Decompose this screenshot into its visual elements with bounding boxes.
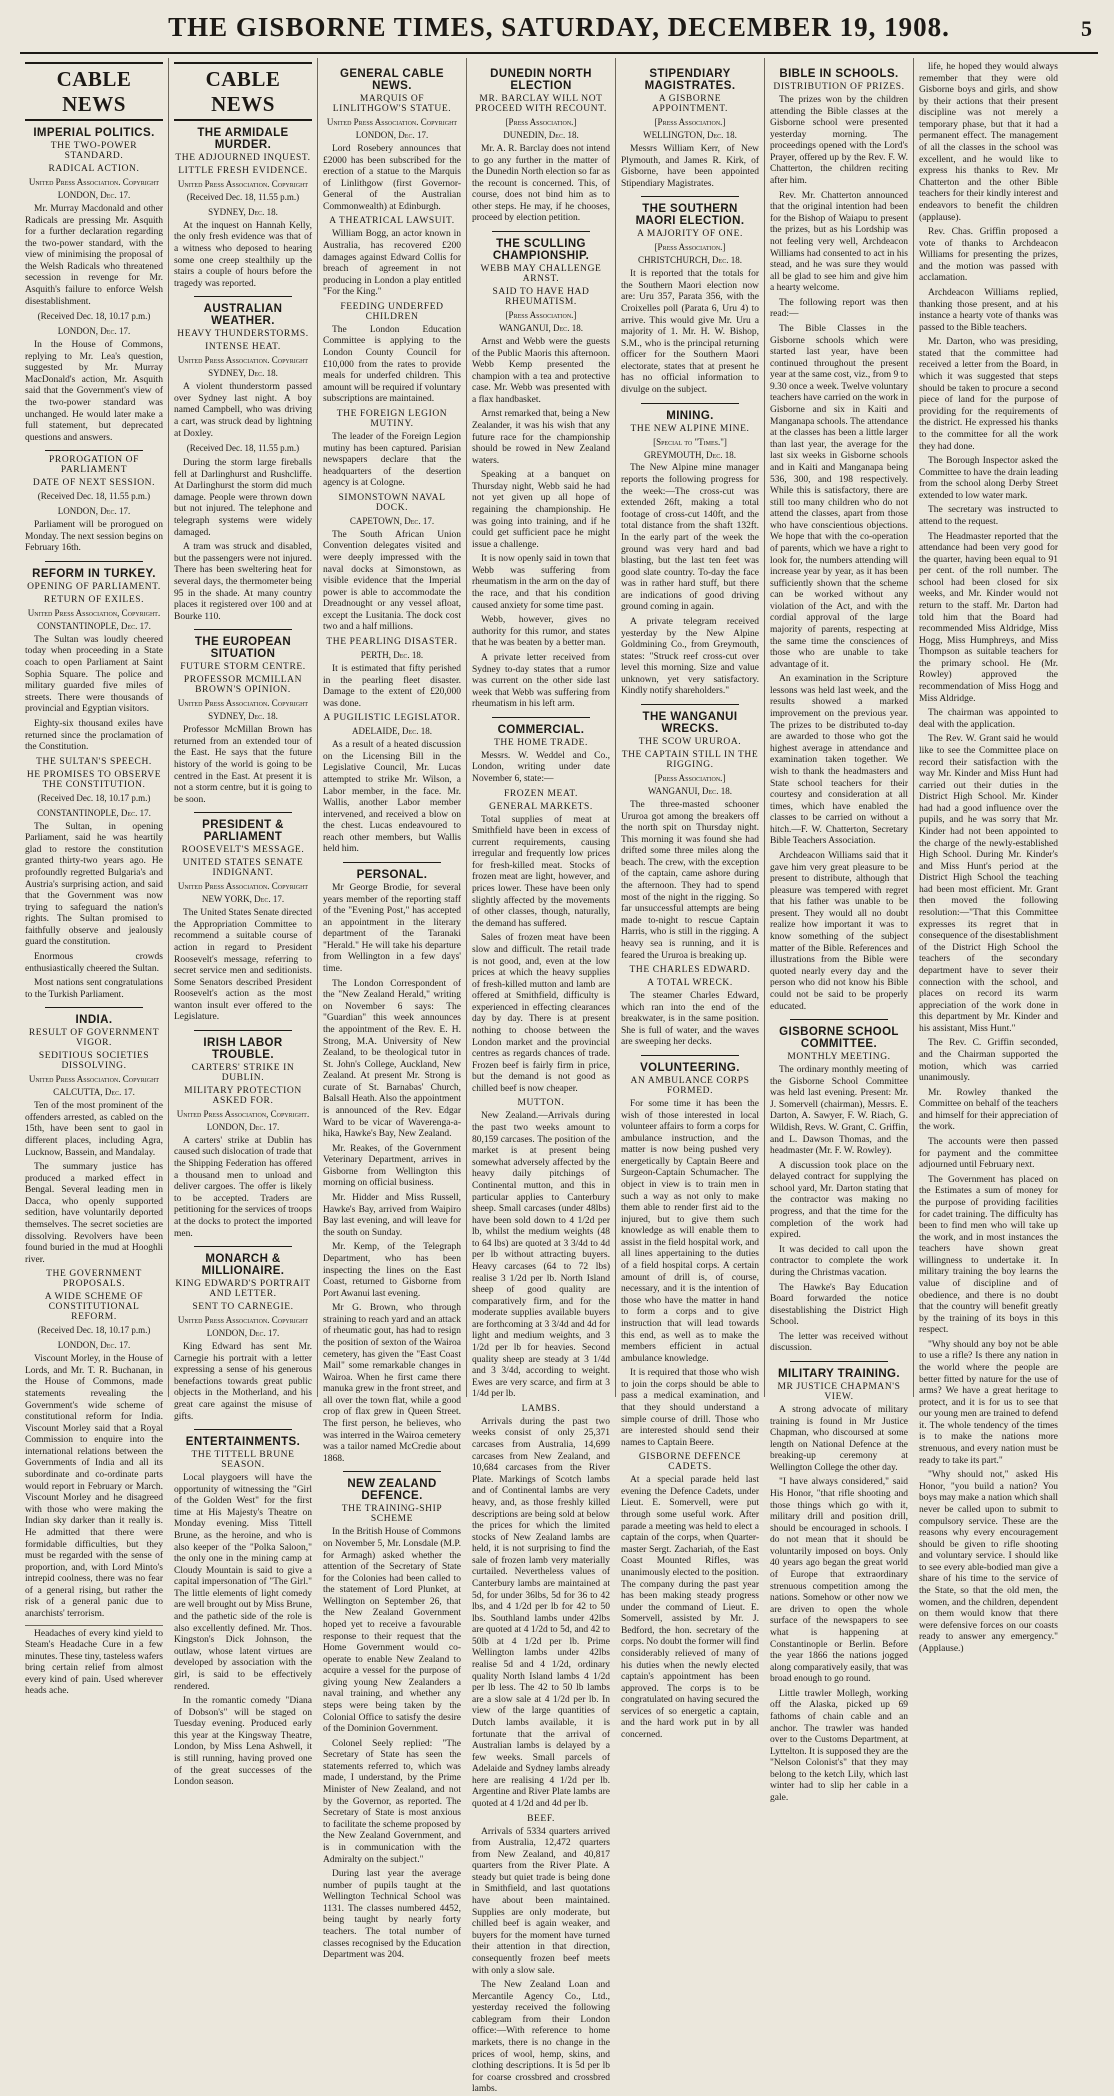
article-paragraph: Enormous crowds enthusiastically cheered the Sultan. [25,951,163,974]
article-deck: RADICAL ACTION. [48,164,140,174]
wire-credit: United Press Association. Copyright [28,1074,160,1085]
article-deck: THE TITTELL BRUNE SEASON. [191,1450,295,1471]
article-paragraph: William Bogg, an actor known in Australia, has recovered £200 damages against Edward Collis for breach of agreement in not producing in London a play entitled "For the King." [323,229,461,298]
dateline: LONDON, Dec. 17. [57,326,131,337]
column-rule [194,296,292,297]
article-paragraph: In the House of Commons, replying to Mr. Lea's question, suggested by Mr. Murray MacDonald's action, Mr. Asquith said that the Government's view of the two-power standard was unchanged. He would later make a full statement, but deprecated questions and answers. [25,340,163,443]
article-paragraph: Mr. Murray Macdonald and other Radicals are pressing Mr. Asquith for a further declaration regarding the two-power standard, with the view of minimising the proposal of the Welsh Radicals who threatened secession in revenge for Mr. Asquith's failure to enforce Welsh disestablishment. [25,203,163,307]
article-deck: A THEATRICAL LAWSUIT. [329,216,455,227]
column-rule [641,196,739,197]
article-deck: SENT TO CARNEGIE. [192,1302,294,1313]
received-time: (Received Dec. 18, 10.17 p.m.) [37,1325,151,1336]
column-6 [765,58,914,1804]
article-headline: COMMERCIAL. [497,723,585,736]
column-rule [194,812,292,813]
article-deck: INTENSE HEAT. [205,342,281,353]
dateline: CALCUTTA, Dec. 17. [53,1087,135,1098]
article-paragraph: The New Alpine mine manager reports the following progress for the week:—The cross-cut was extended 26ft, making a total footage of cross-cut 140ft, and the total distance from the shaft 132ft. In the early part of the week the ground was very hard and bad blasting, but the last ten feet was good slate country. To-day the face was in rather hard stuff, but there are indications of good driving ground coming in again. [621,463,759,613]
article-paragraph: Messrs. W. Weddel and Co., London, writing under date November 6, state:— [472,750,610,784]
article-paragraph: Mr George Brodie, for several years member of the reporting staff of the "Evening Post," has accepted an appointment in the literary department of the Taranaki "Herald." He will take his departure from Wellington in a few days' time. [323,883,461,975]
article-paragraph: As a result of a heated discussion on the Licensing Bill in the Legislative Council, Mr. Lucas attempted to strike Mr. Wilson, a Labor member, in the face. Mr. Wallis, another Labor member intervened, and received a blow on the chest. Lucas endeavoured to reach other members, but Wallis held him. [323,740,461,855]
article-subheadline: OPENING OF PARLIAMENT. [27,581,161,592]
article-paragraph: A private letter received from Sydney to-day states that a rumor was current on the other side last week that Webb was suffering from rheumatism in his left arm. [472,652,610,710]
article-headline: THE WANGANUI WRECKS. [642,711,738,736]
column-rule [45,561,143,562]
column-3 [318,58,467,1961]
article-paragraph: The Borough Inspector asked the Committee to have the drain leading from the school along Derby Street extended to low water mark. [919,456,1058,501]
article-paragraph: The ordinary monthly meeting of the Gisborne School Committee was held last evening. Present: Mr. J. Somervell (chairman), Messrs. E. Darton, A. Sawyer, F. W. Riach, G. Wildish, Revs. W. Grant, C. Griffin, and L. Dawson Thomas, and the headmaster (Mr. F. W. Rowley). [770,1065,908,1157]
article-paragraph: For some time it has been the wish of those interested in local volunteer affairs to form a corps for ambulance instruction, and the matter is now being pushed very energetically by Captain Beere and Surgeon-Captain Schumacher. The object in view is to train men in such a way as not only to make them able to render first aid to the injured, but to give them such knowledge as will enable them to assist in the field hospital work, and all lines appertaining to the duties of a field hospital corps. A certain amount of drill is, of course, necessary, and it is the intention of those who have the matter in hand to form a corps and to give instruction that will lead towards this end, as well as to make the members efficient in actual ambulance knowledge. [621,1098,759,1364]
article-paragraph: Lord Rosebery announces that £2000 has been subscribed for the erection of a statue to the Marquis of Linlithgow (first Governor-General of the Australian Commonwealth) at Edinburgh. [323,143,461,212]
article-subheadline: FUTURE STORM CENTRE. [180,662,306,673]
article-paragraph: The United States Senate directed the Appropriation Committee to recommend a suitable course of action in regard to President Roosevelt's message, referring to secret service men and seditionists. Some Senators described President Roosevelt's action as the most wanton insult ever offered to the Legislature. [174,908,312,1023]
column-5 [616,58,765,1741]
article-headline: THE SOUTHERN MAORI ELECTION. [635,203,745,228]
article-headline: IRISH LABOR TROUBLE. [203,1036,283,1061]
advertisement: Headaches of every kind yield to Steam's Headache Cure in a few minutes. These tiny, tasteless wafers bring certain relief from almost every kind of pain. Used wherever heads ache. [25,1625,163,1698]
wire-credit: United Press Association. Copyright [177,179,309,189]
received-time: (Received Dec. 18, 11.55 p.m.) [37,491,151,502]
wire-credit: United Press Association, Copyright. [27,607,161,618]
wire-credit: United Press Association. Copyright [177,698,309,709]
article-headline: MONARCH & MILLIONAIRE. [201,1253,285,1278]
article-paragraph: A discussion took place on the delayed contract for supplying the school yard, Mr. Darton stating that the contractor was making no progress, and that the time for the completion of the work had expired. [770,1160,908,1241]
article-paragraph: Arrivals of 5334 quarters arrived from Australia, 12,472 quarters from New Zealand, and 40,817 quarters from the River Plate. A steady but quiet trade is being done in Smithfield, and last quotations have about been maintained. Supplies are only moderate, but chilled beef is again weaker, and buyers for the moment have turned their attention in that direction, consequently frozen beef meets with only a slow sale. [472,1826,610,1976]
wire-credit: [Press Association.] [654,773,726,784]
article-paragraph: It is now openly said in town that Webb was suffering from rheumatism in the arm on the day of the race, and that his condition caused anxiety for some time past. [472,554,610,611]
column-rule [641,1055,739,1056]
column-1 [20,58,169,1697]
article-paragraph: The Rev. W. Grant said he would like to see the Committee place on record their satisfaction with the way Mr. Kinder and Miss Hunt had carried out their duties in the District High School. Mr. Kinder had had a good influence over the pupils, and he was sorry that Mr. Kinder had not been appointed to the charge of the newly-established High School. During Mr. Kinder's and Miss Hunt's period at the District High School the teaching had been most efficient. Mr. Grant then moved the following resolution:—"That this Committee expresses its regret that in consequence of the disestablishment of the District High School the teachers of the secondary department have to sever their connection with the school, and places on record its warm appreciation of the work done in this department by Mr. Kinder and his assistant, Miss Hunt." [919,734,1058,1034]
article-paragraph: Parliament will be prorogued on Monday. The next session begins on February 16th. [25,520,164,554]
article-headline: THE SCULLING CHAMPIONSHIP. [492,237,590,262]
wire-credit: United Press Association. Copyright [177,881,309,892]
article-paragraph: Archdeacon Williams said that it gave him very great pleasure to be present to distribute, although that pleasure was tempered with regret that his father was unable to be present. They would all no doubt realize how important it was to know something of the subject matter of the Bible. References and illustrations from the Bible were quoted nearly every day and the person who did not know his Bible could not be said to be properly educated. [770,851,908,1012]
article-paragraph: The three-masted schooner Ururoa got among the breakers off the north spit on Thursday night. This morning it was found she had drifted some three miles along the beach. The crew, with the exception of the captain, came ashore during the afternoon. They had to spend most of the night in the rigging. So far unsuccessful attempts are being made to-night to rescue Captain Harris, who is still in the rigging. A heavy sea is running, and it is feared the Ururoa is breaking up. [621,799,759,961]
article-deck: SIMONSTOWN NAVAL DOCK. [338,492,446,513]
dateline: NEW YORK, Dec. 17. [201,894,285,905]
article-deck: THE PEARLING DISASTER. [326,636,458,647]
masthead-title: THE GISBORNE TIMES, SATURDAY, DECEMBER 19, 1908. [168,12,950,42]
wire-credit: United Press Association, Copyright. [176,1108,310,1119]
article-headline: AUSTRALIAN WEATHER. [203,303,283,328]
section-banner: CABLE NEWS [25,62,163,121]
article-paragraph: The following report was then read:— [770,297,908,320]
article-paragraph: It is required that those who wish to join the corps should be able to pass a medical examination, and that they should understand a simple course of drill. Those who are interested should send their names to Captain Beere. [621,1368,759,1448]
article-subheadline: WEBB MAY CHALLENGE ARNST. [480,263,602,284]
article-paragraph: A carters' strike at Dublin has caused such dislocation of trade that the Shipping Federation has offered a thousand men to unload and deliver cargoes. The offer is likely to be accepted. Traders are petitioning for the services of troops at the docks to protect the imported men. [174,1135,312,1239]
dateline: ADELAIDE, Dec. 18. [352,726,432,737]
article-paragraph: The London Correspondent of the "New Zealand Herald," writing on November 6 says: The "Guardian" this week announces the appointment of the Rev. E. H. Strong, M.A. University of New Zealand, to be theological tutor in St. John's College, Auckland, New Zealand. At present Mr. Strong is curate of St. Barnabas' Church, Balsall Heath. Also the appointment is announced of the Rev. Edgar Ward to be vicar of Waverenga-a-hika, Hawke's Bay, New Zealand. [323,978,461,1140]
article-headline: VOLUNTEERING. [640,1061,740,1074]
article-deck: SAID TO HAVE HAD RHEUMATISM. [492,286,590,307]
article-paragraph: Professor McMillan Brown has returned from an extended tour of the East. He says that the future history of the world is going to be centred in the East. At present it is not a storm centre, but it is going to be soon. [174,725,312,805]
article-subheadline: CARTERS' STRIKE IN DUBLIN. [191,1062,295,1083]
article-headline: DUNEDIN NORTH ELECTION [490,68,592,92]
article-headline: REFORM IN TURKEY. [32,567,156,580]
article-paragraph: A private telegram received yesterday by the New Alpine Goldmining Co., from Greymouth, states: "Struck reef cross-cut over level this morning. Size and value unknown, yet very satisfactory. Kindly notify shareholders." [621,617,759,697]
article-deck: THE CAPTAIN STILL IN THE RIGGING. [621,750,759,771]
article-deck: RETURN OF EXILES. [43,594,145,605]
article-paragraph: King Edward has sent Mr. Carnegie his portrait with a letter expressing a sense of his generous benefactions towards great public objects in the Motherland, and his great care against the misuse of gifts. [174,1342,312,1422]
article-deck: A GISBORNE APPOINTMENT. [652,94,728,114]
article-paragraph: Eighty-six thousand exiles have returned since the proclamation of the Constitution. [25,718,163,753]
article-paragraph: Speaking at a banquet on Thursday night, Webb said he had not yet given up all hope of regaining the championship. He was going into training, and if he could get sufficient pace he might issue a challenge. [472,470,610,550]
article-paragraph: A violent thunderstorm passed over Sydney last night. A boy named Campbell, who was driving a cart, was struck dead by lightning at Doxley. [174,382,312,439]
article-paragraph: The Bible Classes in the Gisborne schools which were started last year, have been continued throughout the present year at the same cost, viz., from 9 to 9.30 once a week. Twelve voluntary teachers have carried on the work in Gisborne and six in Kaiti and Manganapa schools. The attendance at the classes has been a little larger than last year, the average for the last six weeks in Gisborne schools and in Kaiti and Manganapa being 536, 300, and 198 respectively. While this is satisfactory, there are still too many children who do not attend the classes, apart from those who have conscientious objections. We hope that with the co-operation of parents, which we have a right to look for, the numbers attending will increase year by year, as it has been sufficiently shown that the scheme can be worked without any violation of the Act, and with the cordial approval of the large majority of parents, respecting at the same time the consciences of those who are unable to take advantage of it. [770,323,908,670]
article-paragraph: Mr G. Brown, who through straining to reach yard and an attack of rheumatic gout, has had to resign the position of sexton of the Wairoa cemetery, has given the "East Coast Mail" some remarkable changes in Wairoa. When he first came there manuka grew in the front street, and all over the town flat, while a good crop of flax grew in Queen Street. The first person, he believes, who was interred in the Wairoa cemetery was a tailor named McCredie about 1868. [323,1303,461,1464]
article-deck: MR. BARCLAY WILL NOT PROCEED WITH RECOUNT. [475,94,607,114]
article-deck: DATE OF NEXT SESSION. [32,478,156,489]
wire-credit: United Press Association. Copyright [326,117,458,127]
article-paragraph: The steamer Charles Edward, which ran into the end of the breakwater, is in the same position. She is full of water, and the waves are sweeping her decks. [621,991,759,1048]
article-paragraph: Little trawler Mollegh, working off the Alaska, picked up 69 fathoms of chain cable and an anchor. The trawler was handed over to the Customs Department, at Lyttelton. It is supposed they are the "Nelson Colonist's" that they may belong to the ketch Lily, which last winter had to slip her cable in a gale. [770,1688,908,1804]
article-subheadline: KING EDWARD'S PORTRAIT AND LETTER. [175,1279,311,1300]
article-headline: PRESIDENT & PARLIAMENT [202,819,284,844]
article-deck: THE GOVERNMENT PROPOSALS. [46,1269,142,1290]
wire-credit: [Press Association.] [654,117,726,127]
article-paragraph: The Headmaster reported that the attendance had been very good for the quarter, having been equal to 91 per cent. of the roll number. The school had been closed for six weeks, and Mr. Kinder would not return to the staff. Mr. Darton had told him that the Board had recommended Miss Aldridge, Miss Hogg, Miss Humphreys, and Miss Thompson as suitable teachers for the primary school. He (Mr. Rowley) approved the recommendation of Miss Hogg and Miss Aldridge. [919,531,1058,704]
article-paragraph: Mr. Rowley thanked the Committee on behalf of the teachers and himself for their appreciation of the work. [919,1087,1058,1133]
column-rule [343,862,441,863]
column-rule [45,450,143,451]
article-paragraph: The chairman was appointed to deal with the application. [919,708,1058,730]
article-paragraph: The Government has placed on the Estimates a sum of money for the purpose of providing facilities for cadet training. The difficulty has been to find men who will take up the work, and in most instances the teachers have shown great willingness to undertake it. In military training the boy learns the value of discipline and of obedience, and there is no doubt that the country will benefit greatly by the training of its boys in this respect. [919,1174,1058,1336]
article-paragraph: Mr. Hidder and Miss Russell, Hawke's Bay, arrived from Waipiro Bay last evening, and will leave for the south on Sunday. [323,1193,461,1238]
column-rule [45,1007,143,1008]
column-rule [641,704,739,705]
article-paragraph: It is reported that the totals for the Southern Maori election now are: Uru 357, Parata 356, with the Croixelles poll (Parata 6, Uru 4) to arrive. This would give Mr. Uru a majority of 1. Mr. H. W. Bishop, S.M., who is the principal returning officer for the Southern Maori electorate, states that at present he has no official information to divulge on the subject. [621,269,759,395]
article-deck: A WIDE SCHEME OF CONSTITUTIONAL REFORM. [44,1292,144,1323]
article-paragraph: The accounts were then passed for payment and the committee adjourned until February next. [919,1137,1058,1171]
article-subheadline: HEAVY THUNDERSTORMS. [177,329,309,340]
article-deck: UNITED STATES SENATE INDIGNANT. [182,858,304,879]
article-headline: IMPERIAL POLITICS. [33,127,155,139]
section-banner: CABLE NEWS [174,62,312,121]
article-paragraph: A tram was struck and disabled, but the passengers were not injured. There has been sweltering heat for several days, the thermometer being 95 in the shade. At many country places it registered over 100 and at Bourke 110. [174,542,312,622]
article-paragraph: Mr. Kemp, of the Telegraph Department, who has been inspecting the lines on the East Coast, returned to Gisborne from Port Awanui last evening. [323,1242,461,1299]
article-deck: THE TRAINING-SHIP SCHEME [341,1504,443,1525]
article-paragraph: The London Education Committee is applying to the London County Council for £10,000 from the rates to provide meals for underfed children. This amount will be required if voluntary subscriptions are maintained. [323,324,461,405]
article-headline: MINING. [666,409,714,422]
column-rule [790,1019,888,1020]
article-paragraph: Sales of frozen meat have been slow and difficult. The retail trade is not good, and, even at the low prices at which the heavy supplies of fresh-killed mutton and lamb are offered at Smithfield, difficulty is experienced in effecting clearances day by day. There is at present nothing to choose between the London market and the provincial centres as regards chances of trade. Frozen beef is fairly firm in price, but the demand is not good as chilled beef is now cheaper. [472,933,610,1094]
article-paragraph: The Sultan was loudly cheered today when proceeding in a State coach to open Parliament at Saint Sophia Square. The police and military guarded five miles of streets. There were thousands of provincial and Egyptian visitors. [25,634,163,715]
article-headline: THE ARMIDALE MURDER. [197,127,289,151]
article-deck: LITTLE FRESH EVIDENCE. [178,166,308,176]
article-paragraph: During the storm large fireballs fell at Darlinghurst and Rushcliffe. At Darlinghurst the storm did much damage. People were thrown down but not injured. The telephone and telegraph systems were widely damaged. [174,458,312,538]
article-paragraph: At a special parade held last evening the Defence Cadets, under Lieut. E. Somervell, were put through some useful work. After parade a meeting was held to elect a captain of the corps, when Quarter-master Sergt. Zachariah, of the East Coast Mounted Rifles, was unanimously elected to the position. The company during the past year has been making steady progress under the command of Lieut. E. Somervell, assisted by Mr. J. Bedford, the hon. secretary of the corps. No doubt the former will find considerably relieved of many of his duties when the newly elected captain's appointment has been approved. The corps is to be congratulated on having secured the services of so energetic a captain, and the hard work put in by all concerned. [621,1475,759,1741]
article-paragraph: Total supplies of meat at Smithfield have been in excess of current requirements, causing irregular and frequently low prices for fresh-killed meat. Stocks of frozen meat are light, however, and prices lower. These have been only slightly affected by the movements of other classes, though, naturally, the demand has suffered. [472,814,610,929]
article-deck: FEEDING UNDERFED CHILDREN [340,301,444,322]
article-deck: HE PROMISES TO OBSERVE THE CONSTITUTION. [26,769,162,790]
article-deck: A PUGILISTIC LEGISLATOR. [323,713,461,724]
received-time: (Received Dec. 18, 10.17 p.m.) [37,792,151,803]
article-paragraph: Mr. Reakes, of the Government Veterinary Department, arrives in Gisborne from Wellington this morning on official business. [323,1143,461,1189]
article-deck: MONTHLY MEETING. [787,1052,891,1063]
article-paragraph: Most nations sent congratulations to the Turkish Parliament. [25,978,163,1000]
article-deck: THE HOME TRADE. [493,737,589,748]
column-2 [169,58,318,1788]
dateline: LONDON, Dec. 17. [206,1328,280,1339]
article-deck: FROZEN MEAT. [503,788,579,799]
wire-credit: [Press Association.] [654,242,726,253]
article-paragraph: Rev. Mr. Chatterton announced that the original intention had been for the Bishop of Waiapu to present the prizes, but as his Lordship was not feeling very well, Archdeacon Williams had consented to act in his stead, and he was sure they would all be glad to see him and give him a hearty welcome. [770,190,908,294]
article-paragraph: During last year the average number of pupils taught at the Wellington Technical School was 1131. The classes numbered 4452, being taught by nearly forty teachers. The total number of classes recognised by the Education Department was 204. [323,1869,461,1961]
dateline: WELLINGTON, Dec. 18. [643,129,737,140]
column-rule [641,403,739,404]
article-paragraph: Ten of the most prominent of the offenders arrested, as cabled on the 15th, have been sent to gaol in different places, including Agra, Lucknow, Bassein, and Mandalay. [25,1101,163,1158]
article-paragraph: The secretary was instructed to attend to the request. [919,505,1058,527]
article-deck: LAMBS. [521,1403,561,1414]
article-paragraph: The South African Union Convention delegates visited and were deeply impressed with the naval docks at Simonstown, as visible evidence that the Imperial power is able to accommodate the Dreadnought or any vessel afloat, except the Lusitania. The dock cost two and a half millions. [323,529,461,633]
article-subheadline: THE TWO-POWER STANDARD. [50,141,138,161]
dateline: WANGANUI, Dec. 18. [648,786,732,797]
column-rule [343,1471,441,1472]
article-paragraph: Mr. Darton, who was presiding, stated that the committee had received a letter from the Board, in which it was suggested that steps should be taken to procure a second piece of land for the purpose of providing for the requirements of the district. He expressed his thanks to the committee for all the work they had done. [919,337,1058,452]
wire-credit: [Special to "Times."] [653,436,727,447]
article-paragraph: The letter was received without discussion. [770,1331,908,1354]
article-paragraph: Viscount Morley, in the House of Lords, and Mr. T. R. Buchanan, in the House of Commons, made statements revealing the Government's wide scheme of constitutional reform for India. Viscount Morley said that a Royal Commission to enquire into the international relations between the Governments of India and all its subordinate and co-ordinate parts would report in February or March. Viscount Morley and he disagreed with those who were making the Indian sky darker than it really is. He admitted that there were formidable difficulties, but they must be regarded with the sense of proportion, and, with Lord Minto's intrepid coolness, there was no fear of a general rising, but rather the risk of a general panic due to anarchists' terrorism. [25,1354,163,1619]
article-headline: GENERAL CABLE NEWS. [339,68,445,92]
article-headline: NEW ZEALAND DEFENCE. [347,1478,437,1503]
received-time: (Received Dec. 18, 11.55 p.m.) [186,443,300,454]
wire-credit: [Press Association.] [505,117,577,127]
dateline: CHRISTCHURCH, Dec. 18. [638,255,742,266]
article-paragraph: Local playgoers will have the opportunity of witnessing the "Girl of the Golden West" for the first time at His Majesty's Theatre on Monday evening. Miss Tittell Brune, as the heroine, and who is also keeper of the "Polka Saloon," the only one in the mining camp at Cloudy Mountain is said to give a capital impersonation of "The Girl." The little elements of light comedy are well brought out by Miss Brune, and the pathetic side of the role is also excellently defined. Mr. Thos. Kingston's Dick Johnson, the outlaw, whose latent virtues are developed by association with the girl, is said to be effectively rendered. [174,1473,312,1692]
article-deck: MARQUIS OF LINLITHGOW'S STATUE. [332,94,452,114]
wire-credit: United Press Association. Copyright [177,355,309,366]
article-paragraph: A strong advocate of military training is found in Mr Justice Chapman, who discoursed at some length on National Defence at the breaking-up ceremony at Wellington College the other day. [770,1404,908,1473]
article-paragraph: life, he hoped they would always remember that they were old Gisborne boys and girls, and show by their actions that their present discipline was not merely a temporary phase, but that it had a permanent effect. The management of all the classes in the school was excellent, and he would like to express his thanks to Rev. Mr Chatterton and the other Bible teachers for their kindly interest and endeavors to benefit the children (applause). [919,62,1058,223]
article-paragraph: The Hawke's Bay Education Board forwarded the notice disestablishing the District High School. [770,1282,908,1328]
dateline: DUNEDIN, Dec. 18. [503,129,579,140]
article-deck: SEDITIOUS SOCIETIES DISSOLVING. [38,1051,150,1072]
article-headline: MILITARY TRAINING. [778,1367,900,1380]
wire-credit: United Press Association. Copyright [28,177,160,187]
article-headline: BIBLE IN SCHOOLS. [779,68,899,80]
article-deck: BEEF. [527,1813,555,1824]
article-paragraph: In the British House of Commons on November 5, Mr. Lonsdale (M.P. for Armagh) asked whether the attention of the Secretary of State for the Colonies had been called to the statement of Lord Plunket, at Wellington on September 26, that the New Zealand Government hoped yet to receive a favourable response to their request that the Home Government would co-operate to enable New Zealand to acquire a vessel for the purpose of giving young New Zealanders a naval training, and whether any steps were being taken by the Colonial Office to satisfy the desire of the Dominion Government. [323,1527,461,1735]
article-headline: INDIA. [75,1014,113,1027]
article-deck: A MAJORITY OF ONE. [637,229,743,240]
article-paragraph: In the romantic comedy "Diana of Dobson's" will be staged on Tuesday evening. Produced early this year at the Kingsway Theatre, London, by Miss Lena Ashwell, it is still running, having proved one of the great successes of the London season. [174,1696,312,1788]
column-rule [492,717,590,718]
dateline: PERTH, Dec. 18. [360,649,424,660]
column-rule [194,1429,292,1430]
column-rule [194,1030,292,1031]
article-headline: ENTERTAINMENTS. [185,1436,301,1449]
article-paragraph: Arnst and Webb were the guests of the Public Maoris this afternoon. Webb Kemp presented the champion with a tea and protective case. Mr. Webb was presented with a flax handbasket. [472,336,610,405]
column-rule [194,1246,292,1247]
article-deck: MUTTON. [517,1098,565,1109]
dateline: SYDNEY, Dec. 18. [208,206,278,217]
article-deck: GENERAL MARKETS. [489,801,593,812]
dateline: GREYMOUTH, Dec. 18. [644,449,736,460]
article-paragraph: The prizes won by the children attending the Bible classes at the Gisborne school were presented yesterday morning. The proceedings opened with the Lord's Prayer, offered up by the Rev. F. W. Chatterton, the children reciting after him. [770,95,908,187]
article-paragraph: "Why should any boy not be able to use a rifle? Is there any nation in the world where the people are better fitted by nature for the use of arms? We have a great heritage to protect, and it is for us to see that our young men are trained to defend it. The whole tendency of the times is to make the nations more strenuous, and every nation must be ready to take its part." [919,1339,1058,1466]
article-paragraph: An examination in the Scripture lessons was held last week, and the results showed a marked improvement on the previous year. The prizes to be distributed to-day are awarded to those who got the highest average in attendance and examination taken together. We wish to thank the headmasters and State school teachers for their courtesy and consideration at all times, which have enabled the classes to be carried on without a hitch.—F. W. Chatterton, Secretary Bible Teachers Association. [770,674,908,847]
dateline: CAPETOWN, Dec. 17. [349,515,435,526]
article-paragraph: Rev. Chas. Griffin proposed a vote of thanks to Archdeacon Williams for presenting the prizes, and the motion was passed with acclamation. [919,227,1058,284]
article-deck: THE FOREIGN LEGION MUTINY. [336,408,448,429]
article-paragraph: "Why should not," asked His Honor, "you build a nation? You boys may make a nation which shall never be called upon to submit to compulsory service. These are the reasons why every encouragement should be given to rifle shooting and voluntary service. I should like to see every able-bodied man give a share of his time to the service of the State, so that the old men, the women, and the children, dependent on them would know that there were defensive forces on our coasts ready to answer any emergency." (Applause.) [919,1470,1058,1654]
article-deck: GISBORNE DEFENCE CADETS. [638,1452,742,1473]
article-headline: PERSONAL. [356,869,428,882]
article-paragraph: Mr. A. R. Barclay does not intend to go any further in the matter of the Dunedin North election so far as the recount is concerned. This, of course, does not bind him as to other steps. He may, if he chooses, proceed by election petition. [472,143,610,224]
article-paragraph: The Sultan, in opening Parliament, said he was heartily glad to restore the constitution granted thirty-two years ago. He profoundly regretted Bulgaria's and Austria's surprising action, and said that the Government was now trying to safeguard the nation's rights. The Sultan promised to faithfully observe and jealously guard the constitution. [25,821,163,948]
article-paragraph: Webb, however, gives no authority for this rumor, and states that he was beaten by a better man. [472,615,610,649]
article-paragraph: Arnst remarked that, being a New Zealander, it was his wish that any future race for the championship should be rowed in New Zealand waters. [472,409,610,466]
article-paragraph: New Zealand.—Arrivals during the past two weeks amount to 80,159 carcases. The position of the market is at present being somewhat adversely affected by the heavy daily pitchings of Continental mutton, and this in particular applies to Canterbury sheep. Small carcases (under 48lbs) have been sold down to 4 1/2d per lb, whilst the medium weights (48 to 64 lbs) are quoted at 3 3/4d to 4d per lb without attracting buyers. Heavy carcases (64 to 72 lbs) realise 3 1/2d per lb. North Island sheep of good quality are comparatively firm, and for the moderate supplies available buyers are forthcoming at 3 3/4d and 4d for light and medium weights, and 3 1/2d per lb for heavies. Second quality sheep are steady at 3 1/4d and 3 3/4d, according to weight. Ewes are very scarce, and firm at 3 1/4d per lb. [472,1111,610,1400]
dateline: LONDON, Dec. 17. [355,129,429,140]
article-paragraph: "I have always considered," said His Honor, "that rifle shooting and those things which go with it, military drill and position drill, should be encouraged in schools. I do not mean that it should be voluntarily imposed on boys. Only 40 years ago began the great world of Europe that extraordinary strenuous competition among the nations. Somehow or other now we are driven to open the whole surface of the newspapers to see what is happening at Constantinople or Berlin. Before the year 1866 the nations jogged along comparatively easily, that was broad enough to go round. [770,1477,908,1685]
column-rule [492,231,590,232]
article-deck: PROROGATION OF PARLIAMENT [49,455,139,476]
article-deck: THE NEW ALPINE MINE. [630,423,750,434]
article-deck: PROFESSOR MCMILLAN BROWN'S OPINION. [183,675,303,696]
article-paragraph: The summary justice has produced a marked effect in Bengal. Several leading men in Dacca, who openly supported sedition, have voluntarily deported themselves. The secret societies are dissolving. Revolvers have been found buried in the mud at Hooghli river. [25,1162,163,1265]
dateline: WANGANUI, Dec. 18. [499,322,583,333]
article-paragraph: The New Zealand Loan and Mercantile Agency Co., Ltd., yesterday received the following cablegram from their London office:—With reference to home markets, there is no change in the prices of wool, hemp, skins, and clothing descriptions. It is 5d per lb for coarse crossbred and crossbred lambs. [472,1980,610,2095]
article-paragraph: At the inquest on Hannah Kelly, the only fresh evidence was that of a witness who deposed to hearing some one creep stealthily up the stairs a couple of hours before the tragedy was reported. [174,220,312,289]
article-paragraph: The Rev. C. Griffin seconded, and the Chairman supported the motion, which was carried unanimously. [919,1038,1058,1084]
article-deck: THE SULTAN'S SPEECH. [36,756,152,767]
article-paragraph: Arrivals during the past two weeks consist of only 25,371 carcases from Australia, 14,699 carcases from New Zealand, and 10,684 carcases from the River Plate. Markings of Scotch lambs and of Continental lambs are very heavy, and, as those freshly killed descriptions are being sold at below the prices for which the limited stocks of New Zealand lambs are held, it is not surprising to find the sale of frozen lamb very materially curtailed. Nevertheless values of Canterbury lambs are maintained at 5d, for under 36lbs, 5d for 36 to 42 lbs, and 4 1/2d per lb for 42 to 50 lbs. Southland lambs under 42lbs are quoted at 4 1/2d to 5d, and 42 to 50lb at 4 1/2d per lb. Prime Wellington lambs under 42lbs realise 5d and 4 1/2d, ordinary quality North Island lambs 4 1/2d per lb less. The 42 to 50 lb lambs are a slow sale at 4 1/2d per lb. In view of the large quantities of Dutch lambs available, it is fortunate that the arrival of Australian lambs is delayed by a few weeks. Small parcels of Adelaide and Sydney lambs already here are realising 4 1/2d per lb. Argentine and River Plate lambs are quoted at 4 1/2d and 4d per lb. [472,1416,610,1809]
article-paragraph: It was decided to call upon the contractor to complete the work during the Christmas vacation. [770,1244,908,1278]
article-headline: GISBORNE SCHOOL COMMITTEE. [779,1026,899,1051]
dateline: SYDNEY, Dec. 18. [208,711,278,722]
article-subheadline: THE ADJOURNED INQUEST. [175,153,311,163]
article-headline: THE EUROPEAN SITUATION [194,636,292,661]
article-headline: STIPENDIARY MAGISTRATES. [644,68,736,92]
column-rule [790,1361,888,1362]
dateline: LONDON, Dec. 17. [57,506,131,517]
dateline: LONDON, Dec. 17. [57,1340,131,1351]
masthead [20,12,1098,54]
article-deck: THE SCOW URUROA. [638,737,742,748]
wire-credit: [Press Association.] [505,309,577,320]
article-subheadline: RESULT OF GOVERNMENT VIGOR. [28,1028,160,1049]
article-paragraph: Colonel Seely replied: "The Secretary of State has seen the statements referred to, which was made, I understand, by the Prime Minister of New Zealand, and not by the Governor, as reported. The Secretary of State is most anxious to facilitate the scheme proposed by the New Zealand Government, and is in communication with the Admiralty on the subject." [323,1738,461,1865]
dateline: CONSTANTINOPLE, Dec. 17. [37,620,151,631]
column-4 [467,58,616,2095]
page-number: 5 [1081,16,1092,41]
article-deck: MR JUSTICE CHAPMAN'S VIEW. [777,1381,901,1402]
article-paragraph: It is estimated that fifty perished in the pearling fleet disaster. Damage to the extent of £20,000 was done. [323,663,461,709]
column-rule [194,629,292,630]
columns-container [20,58,1098,2095]
dateline: LONDON, Dec. 17. [57,189,131,200]
article-deck: DISTRIBUTION OF PRIZES. [773,82,905,92]
column-7 [914,58,1063,1654]
article-deck: AN AMBULANCE CORPS FORMED. [630,1075,750,1096]
article-subheadline: ROOSEVELT'S MESSAGE. [181,845,305,856]
received-time: (Received Dec. 18, 10.17 p.m.) [37,311,151,322]
dateline: LONDON, Dec. 17. [206,1121,280,1132]
received-time: (Received Dec. 18, 11.55 p.m.) [186,191,300,202]
article-paragraph: Archdeacon Williams replied, thanking those present, and at his instance a hearty vote of thanks was passed to the Bible teachers. [919,287,1058,333]
article-deck: A TOTAL WRECK. [647,978,733,989]
dateline: SYDNEY, Dec. 18. [208,368,278,379]
article-deck: MILITARY PROTECTION ASKED FOR. [184,1085,302,1106]
article-deck: THE CHARLES EDWARD. [629,965,751,976]
dateline: CONSTANTINOPLE, Dec. 17. [37,807,151,818]
article-paragraph: Messrs William Kerr, of New Plymouth, and James R. Kirk, of Gisborne, have been appointed Stipendiary Magistrates. [621,143,759,189]
article-paragraph: The leader of the Foreign Legion mutiny has been captured. Parisian newspapers declare that the headquarters of the desertion agency is at Cologne. [323,431,461,489]
wire-credit: United Press Association. Copyright [177,1315,309,1326]
